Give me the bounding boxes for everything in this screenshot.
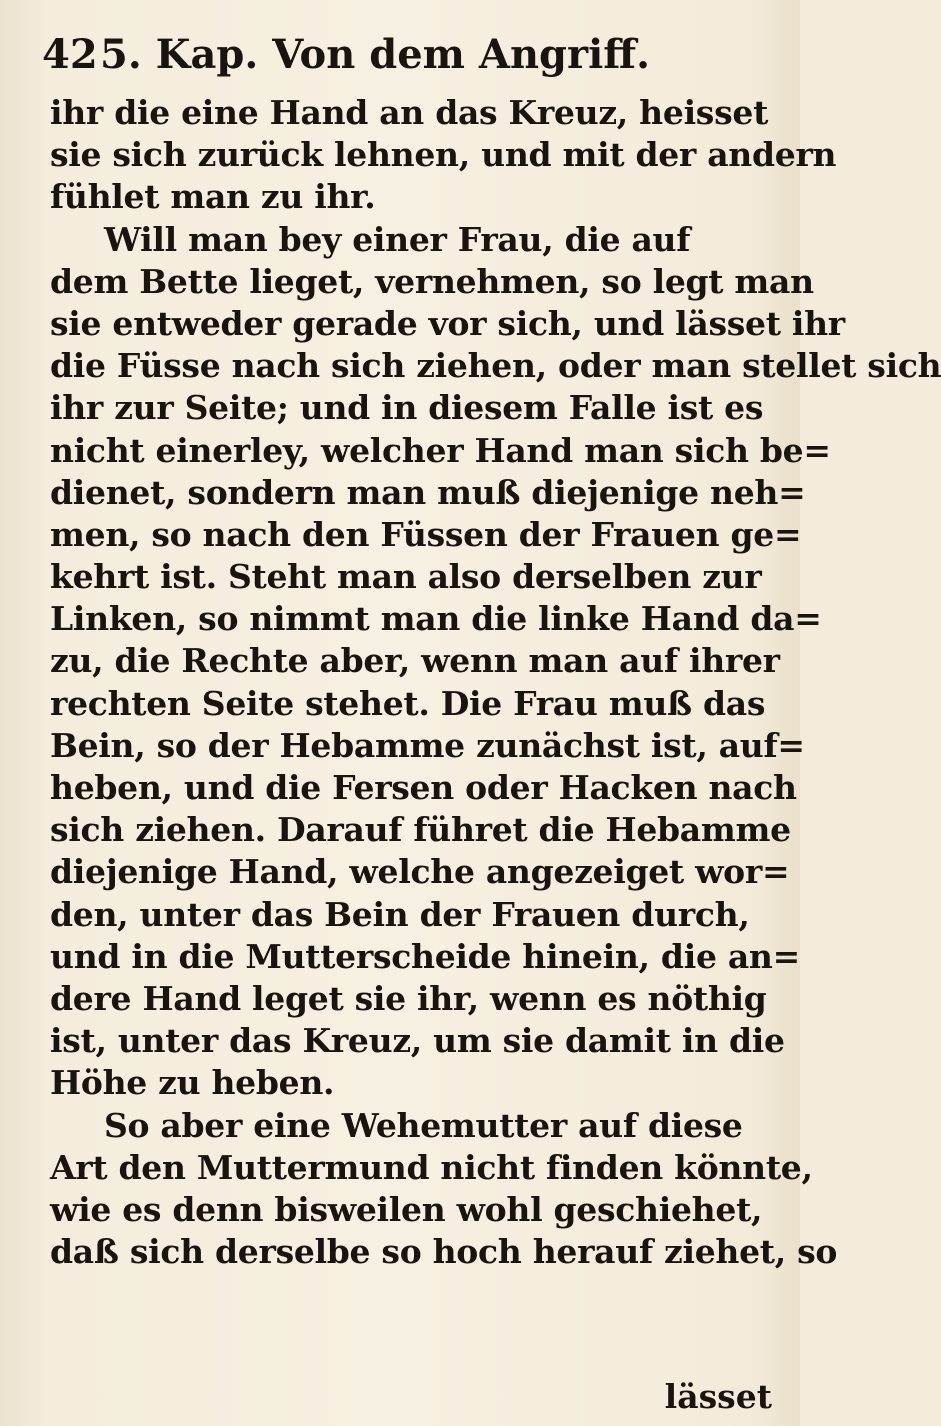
body-text bbox=[50, 92, 941, 1273]
text-line: fühlet man zu ihr. bbox=[50, 177, 376, 217]
text-line: Höhe zu heben. bbox=[50, 1063, 335, 1103]
text-line: daß sich derselbe so hoch herauf ziehet, so bbox=[50, 1232, 838, 1272]
chapter-title: 5. Kap. Von dem Angriff. bbox=[100, 31, 651, 78]
text-line: sich ziehen. Darauf führet die Hebamme bbox=[50, 810, 791, 850]
text-line: sie sich zurück lehnen, und mit der andern bbox=[50, 135, 837, 175]
text-line: Linken, so nimmt man die linke Hand da= bbox=[50, 599, 822, 639]
text-line: kehrt ist. Steht man also derselben zur bbox=[50, 557, 762, 597]
text-line: und in die Mutterscheide hinein, die an= bbox=[50, 936, 800, 976]
text-line: ist, unter das Kreuz, um sie damit in die bbox=[50, 1021, 785, 1061]
text-line: den, unter das Bein der Frauen durch, bbox=[50, 894, 750, 934]
catchword: lässet bbox=[664, 1377, 772, 1416]
text-line: wie es denn bisweilen wohl geschiehet, bbox=[50, 1189, 763, 1229]
text-line: diejenige Hand, welche angezeiget wor= bbox=[50, 852, 790, 892]
text-line: ihr zur Seite; und in diesem Falle ist es bbox=[50, 388, 764, 428]
text-line: die Füsse nach sich ziehen, oder man stellet sich bbox=[50, 346, 941, 386]
text-line: So aber eine Wehemutter auf diese bbox=[104, 1105, 743, 1145]
text-line: Will man bey einer Frau, die auf bbox=[104, 219, 691, 259]
text-line: Bein, so der Hebamme zunächst ist, auf= bbox=[50, 725, 805, 765]
text-line: nicht einerley, welcher Hand man sich be= bbox=[50, 430, 831, 470]
running-header bbox=[42, 20, 782, 90]
text-line: heben, und die Fersen oder Hacken nach bbox=[50, 768, 797, 807]
text-line: Art den Muttermund nicht finden könnte, bbox=[50, 1147, 813, 1187]
page-number: 42 bbox=[42, 31, 98, 78]
text-line: dem Bette lieget, vernehmen, so legt man bbox=[50, 261, 814, 301]
text-line: rechten Seite stehet. Die Frau muß das bbox=[50, 683, 766, 723]
text-line: dere Hand leget sie ihr, wenn es nöthig bbox=[50, 978, 767, 1018]
text-line: sie entweder gerade vor sich, und lässet ihr bbox=[50, 303, 845, 343]
text-line: men, so nach den Füssen der Frauen ge= bbox=[50, 514, 802, 554]
text-line: ihr die eine Hand an das Kreuz, heisset bbox=[50, 93, 769, 132]
text-line: dienet, sondern man muß diejenige neh= bbox=[50, 472, 806, 512]
text-line: zu, die Rechte aber, wenn man auf ihrer bbox=[50, 641, 780, 681]
